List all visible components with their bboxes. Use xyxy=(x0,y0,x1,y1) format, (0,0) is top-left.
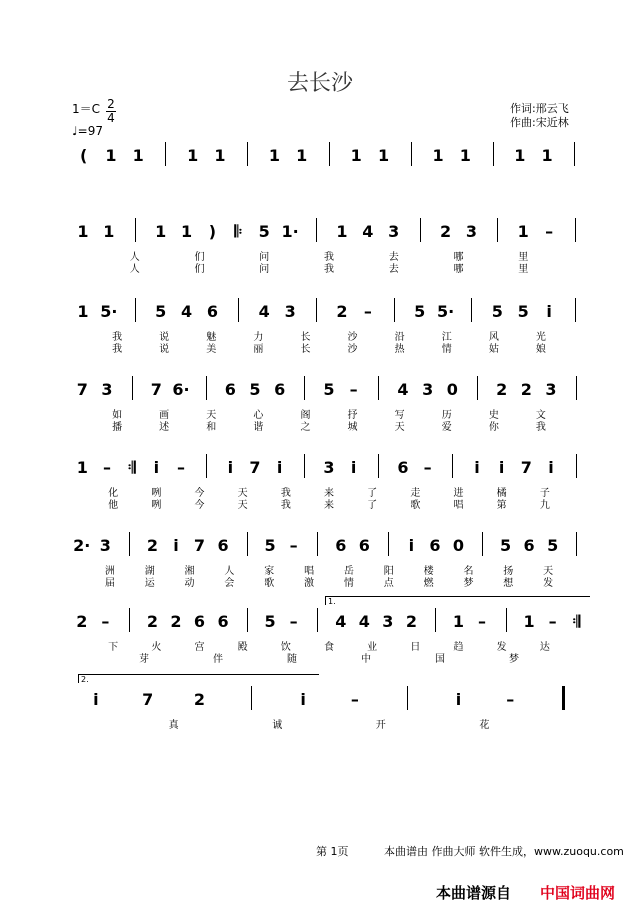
note: i xyxy=(276,458,283,477)
lyric-2: 发 xyxy=(543,578,554,589)
barline xyxy=(576,454,577,478)
lyric-2: 我 xyxy=(535,422,546,433)
lyric-2: 去 xyxy=(388,264,399,275)
barline xyxy=(304,454,305,478)
note: 6 xyxy=(224,380,236,399)
barline xyxy=(575,298,576,322)
lyric-1: 天 xyxy=(206,410,217,421)
note: – xyxy=(548,612,557,631)
note: 1 xyxy=(103,222,115,241)
note: 3 xyxy=(382,612,394,631)
lyric-1: 说 xyxy=(159,332,170,343)
lyric-2: 第 xyxy=(496,500,507,511)
note: 6· xyxy=(172,380,190,399)
note: – xyxy=(423,458,432,477)
lyric-1: 今 xyxy=(194,488,205,499)
lyric-2: 九 xyxy=(539,500,550,511)
barline xyxy=(316,298,317,322)
lyric-2: 里 xyxy=(518,264,529,275)
lyric-1: 开 xyxy=(375,720,386,731)
lyric-1: 趋 xyxy=(453,642,464,653)
note: 7 xyxy=(520,458,532,477)
note: 5 xyxy=(264,536,276,555)
note: 1 xyxy=(132,146,144,165)
note: 5 xyxy=(547,536,559,555)
note: 1· xyxy=(281,222,299,241)
lyric-1: 洲 xyxy=(104,566,115,577)
credits xyxy=(510,102,569,130)
volta2-bracket: 2. xyxy=(78,674,319,683)
footer-source: 本曲谱由 作曲大师 软件生成，www.zuoqu.com xyxy=(384,845,624,858)
note: i xyxy=(548,458,554,477)
lyric-2: 来 xyxy=(324,500,334,511)
note: – xyxy=(350,690,359,709)
lyric-2: 伴 xyxy=(213,654,223,665)
lyric-2: 谐 xyxy=(253,422,264,433)
note: 7 xyxy=(142,690,154,709)
barline xyxy=(316,218,317,242)
lyric-1: 史 xyxy=(488,410,499,421)
barline xyxy=(378,454,379,478)
lyric-2: 问 xyxy=(259,264,270,275)
note: ( xyxy=(79,146,88,165)
barline xyxy=(135,298,136,322)
lyric-2: 天 xyxy=(237,500,248,511)
lyric-2: 想 xyxy=(503,578,514,589)
lyric-1: 画 xyxy=(159,410,170,421)
note: 2 xyxy=(405,612,417,631)
note: 6 xyxy=(358,536,370,555)
lyric-1: 文 xyxy=(535,410,546,421)
barline xyxy=(506,608,507,632)
note: 6 xyxy=(429,536,441,555)
note: 2 xyxy=(76,612,88,631)
meter-bottom: 4 xyxy=(107,111,115,125)
barline xyxy=(247,608,248,632)
note: i xyxy=(227,458,234,477)
lyric-2: 歌 xyxy=(410,500,421,511)
lyric-2: 我 xyxy=(280,500,291,511)
note: 3 xyxy=(99,536,111,555)
note: 1 xyxy=(155,222,167,241)
note: 3 xyxy=(422,380,434,399)
note: – xyxy=(101,612,110,631)
note: 1 xyxy=(350,146,362,165)
page-number: 第 1页 xyxy=(316,845,349,858)
lyric-2: 会 xyxy=(224,578,235,589)
note: 3 xyxy=(323,458,335,477)
lyric-2: 随 xyxy=(287,654,297,665)
lyric-1: 江 xyxy=(441,332,452,343)
note: 6 xyxy=(193,612,206,631)
lyric-2: 情 xyxy=(343,578,354,589)
note: 6 xyxy=(217,612,229,631)
barline xyxy=(165,142,166,166)
lyric-1: 咧 xyxy=(151,488,162,499)
note: 2 xyxy=(146,536,158,555)
lyric-2: 热 xyxy=(394,344,405,355)
barline xyxy=(251,686,252,710)
lyric-2: 播 xyxy=(112,422,123,433)
time-signature xyxy=(106,98,116,125)
composer: 作曲:宋近林 xyxy=(510,116,569,129)
lyric-1: 人 xyxy=(129,252,140,263)
note: – xyxy=(506,690,515,709)
note: 2 xyxy=(193,690,206,709)
lyric-1: 食 xyxy=(324,642,334,653)
lyric-2: 长 xyxy=(300,344,311,355)
note: 6 xyxy=(206,302,219,321)
note: – xyxy=(103,458,111,477)
lyric-1: 真 xyxy=(168,720,179,731)
barline xyxy=(329,142,330,166)
note: – xyxy=(289,536,298,555)
lyric-1: 子 xyxy=(539,488,550,499)
note: i xyxy=(153,458,160,477)
note: 𝄇 xyxy=(572,612,581,631)
note: – xyxy=(349,380,358,399)
barline xyxy=(471,298,472,322)
note: 1 xyxy=(459,146,471,165)
lyric-2: 沙 xyxy=(347,344,358,355)
barline xyxy=(206,376,207,400)
lyric-1: 诚 xyxy=(272,720,283,731)
note: – xyxy=(478,612,487,631)
lyric-2: 城 xyxy=(347,422,358,433)
lyric-2: 娘 xyxy=(535,344,546,355)
lyric-1: 长 xyxy=(300,332,311,343)
lyric-2: 运 xyxy=(144,578,155,589)
lyric-1: 沙 xyxy=(347,332,358,343)
lyric-1: 饮 xyxy=(280,642,291,653)
lyric-1: 我 xyxy=(280,488,291,499)
lyric-2: 动 xyxy=(184,578,195,589)
lyric-2: 了 xyxy=(367,500,378,511)
note: 0 xyxy=(452,536,465,555)
lyric-2: 届 xyxy=(104,578,115,589)
lyric-1: 天 xyxy=(543,566,554,577)
lyric-1: 楼 xyxy=(423,566,434,577)
note: 4 xyxy=(397,380,409,399)
lyric-2: 情 xyxy=(441,344,452,355)
lyric-2: 哪 xyxy=(453,264,464,275)
lyric-1: 发 xyxy=(496,642,507,653)
barline xyxy=(132,376,133,400)
key-signature: 1＝C xyxy=(72,102,101,116)
lyric-1: 岳 xyxy=(343,566,354,577)
volta1-bracket: 1. xyxy=(325,596,590,605)
lyric-1: 我 xyxy=(112,332,123,343)
note: 5 xyxy=(264,612,276,631)
lyric-1: 进 xyxy=(453,488,464,499)
lyric-1: 殿 xyxy=(237,642,248,653)
note: 1 xyxy=(77,222,89,241)
barline xyxy=(411,142,412,166)
lyric-1: 业 xyxy=(367,642,378,653)
lyric-2: 梦 xyxy=(509,654,519,665)
note: 𝄇 xyxy=(127,458,136,477)
note: i xyxy=(408,536,415,555)
lyric-2: 今 xyxy=(194,500,205,511)
note: 6 xyxy=(397,458,409,477)
note: i xyxy=(300,690,306,709)
note: 7 xyxy=(193,536,206,555)
lyric-1: 心 xyxy=(253,410,264,421)
note: 5 xyxy=(258,222,270,241)
note: 3 xyxy=(284,302,296,321)
note: 3 xyxy=(465,222,478,241)
barline xyxy=(576,376,577,400)
lyric-2: 梦 xyxy=(463,578,474,589)
lyric-2: 燃 xyxy=(423,578,434,589)
note: 4 xyxy=(358,612,370,631)
lyric-2: 激 xyxy=(304,578,315,589)
lyric-1: 们 xyxy=(194,252,205,263)
lyric-2: 我 xyxy=(324,264,334,275)
lyric-1: 哪 xyxy=(453,252,464,263)
note: 1 xyxy=(523,612,535,631)
brand-left: 本曲谱源自 xyxy=(436,884,512,902)
lyric-2: 点 xyxy=(383,578,394,589)
barline xyxy=(247,532,248,556)
note: 1 xyxy=(541,146,553,165)
note: 4 xyxy=(335,612,347,631)
note: 7 xyxy=(76,380,88,399)
note: 1 xyxy=(77,302,89,321)
lyric-1: 里 xyxy=(518,252,529,263)
barline xyxy=(317,532,318,556)
lyric-2: 述 xyxy=(159,422,170,433)
lyric-1: 抒 xyxy=(347,410,358,421)
lyric-1: 历 xyxy=(441,410,452,421)
lyric-1: 风 xyxy=(488,332,499,343)
barline xyxy=(407,686,408,710)
lyric-2: 爱 xyxy=(441,422,452,433)
note: 0 xyxy=(446,380,458,399)
barline xyxy=(394,298,395,322)
lyric-1: 来 xyxy=(324,488,334,499)
lyric-1: 阁 xyxy=(300,410,311,421)
barline xyxy=(482,532,483,556)
note: i xyxy=(93,690,99,709)
note: – xyxy=(545,222,554,241)
note: 3 xyxy=(545,380,557,399)
note: 1 xyxy=(336,222,348,241)
lyric-2: 和 xyxy=(206,422,217,433)
barline xyxy=(493,142,494,166)
barline xyxy=(477,376,478,400)
note: – xyxy=(289,612,298,631)
note: 5 xyxy=(249,380,261,399)
lyric-1: 化 xyxy=(108,488,119,499)
lyric-1: 火 xyxy=(151,642,162,653)
note: 5· xyxy=(100,302,118,321)
lyric-2: 中 xyxy=(361,654,371,665)
lyric-2: 他 xyxy=(108,500,119,511)
barline xyxy=(129,532,130,556)
barline xyxy=(247,142,248,166)
lyric-2: 国 xyxy=(435,654,445,665)
note: 4 xyxy=(258,302,270,321)
barline xyxy=(497,218,498,242)
lyric-1: 走 xyxy=(410,488,421,499)
lyric-2: 说 xyxy=(159,344,170,355)
note: 5 xyxy=(323,380,335,399)
barline xyxy=(378,376,379,400)
note: 2· xyxy=(73,536,91,555)
note: 5 xyxy=(500,536,512,555)
lyric-1: 问 xyxy=(259,252,270,263)
note: 5 xyxy=(414,302,426,321)
barline xyxy=(575,218,576,242)
barline xyxy=(129,608,130,632)
lyric-1: 我 xyxy=(324,252,334,263)
barline xyxy=(317,608,318,632)
note: 1 xyxy=(180,222,193,241)
lyric-2: 我 xyxy=(112,344,123,355)
note: 1 xyxy=(517,222,529,241)
note: i xyxy=(350,458,357,477)
barline xyxy=(576,532,577,556)
note: ) xyxy=(208,222,217,241)
note: 5 xyxy=(155,302,167,321)
note: 1 xyxy=(268,146,281,165)
lyric-1: 如 xyxy=(112,410,123,421)
note: i xyxy=(498,458,505,477)
lyric-1: 下 xyxy=(108,642,119,653)
lyric-2: 人 xyxy=(129,264,140,275)
lyric-2: 歌 xyxy=(264,578,275,589)
note: i xyxy=(546,302,552,321)
lyricist: 作词:邢云飞 xyxy=(510,102,569,115)
barline xyxy=(452,454,453,478)
barline xyxy=(304,376,305,400)
lyric-1: 力 xyxy=(253,332,264,343)
note: – xyxy=(363,302,372,321)
lyric-2: 丽 xyxy=(253,344,264,355)
note: 1 xyxy=(187,146,199,165)
note: 3 xyxy=(388,222,400,241)
note: i xyxy=(173,536,179,555)
lyric-1: 橘 xyxy=(496,488,507,499)
lyric-2: 们 xyxy=(194,264,205,275)
barline xyxy=(562,686,565,710)
lyric-2: 咧 xyxy=(151,500,162,511)
note: 5· xyxy=(436,302,455,321)
lyric-2: 之 xyxy=(300,422,311,433)
note: 1 xyxy=(377,146,390,165)
lyric-1: 花 xyxy=(479,720,490,731)
barline xyxy=(135,218,136,242)
barline xyxy=(420,218,421,242)
note: 𝄆 xyxy=(234,222,243,241)
note: 6 xyxy=(335,536,347,555)
note: 6 xyxy=(274,380,286,399)
lyric-2: 美 xyxy=(206,344,217,355)
note: 3 xyxy=(101,380,113,399)
note: 1 xyxy=(452,612,465,631)
lyric-1: 唱 xyxy=(304,566,315,577)
lyric-1: 宫 xyxy=(194,642,205,653)
page-title: 去长沙 xyxy=(286,71,353,96)
note: 4 xyxy=(362,222,374,241)
note: 2 xyxy=(170,612,182,631)
note: 6 xyxy=(217,536,229,555)
lyric-1: 日 xyxy=(410,642,421,653)
note: 5 xyxy=(517,302,529,321)
lyric-1: 沿 xyxy=(394,332,405,343)
note: 2 xyxy=(439,222,452,241)
lyric-1: 人 xyxy=(224,566,235,577)
lyric-2: 唱 xyxy=(453,500,464,511)
lyric-2: 你 xyxy=(488,422,499,433)
note: 2 xyxy=(336,302,348,321)
note: 1 xyxy=(105,146,117,165)
lyric-1: 家 xyxy=(264,566,275,577)
note: 1 xyxy=(76,458,88,477)
meter-top: 2 xyxy=(107,97,115,111)
note: – xyxy=(177,458,185,477)
note: 5 xyxy=(491,302,503,321)
lyric-1: 达 xyxy=(539,642,550,653)
note: 1 xyxy=(296,146,308,165)
note: 2 xyxy=(146,612,158,631)
note: 2 xyxy=(496,380,508,399)
note: 1 xyxy=(214,146,226,165)
lyric-1: 湘 xyxy=(184,566,195,577)
tempo-marking: ♩=97 xyxy=(72,124,103,138)
note: 7 xyxy=(150,380,162,399)
lyric-2: 芽 xyxy=(139,654,149,665)
note: 6 xyxy=(523,536,535,555)
barline xyxy=(435,608,436,632)
lyric-1: 名 xyxy=(463,566,474,577)
lyric-1: 湖 xyxy=(144,566,155,577)
note: 1 xyxy=(432,146,444,165)
barline xyxy=(238,298,239,322)
barline xyxy=(388,532,389,556)
lyric-1: 光 xyxy=(535,332,546,343)
lyric-2: 天 xyxy=(394,422,405,433)
note: 4 xyxy=(180,302,193,321)
lyric-1: 扬 xyxy=(503,566,514,577)
note: 2 xyxy=(520,380,532,399)
barline xyxy=(574,142,575,166)
lyric-1: 阳 xyxy=(383,566,394,577)
note: 1 xyxy=(514,146,526,165)
brand-right: 中国词曲网 xyxy=(540,884,616,902)
note: i xyxy=(474,458,480,477)
lyric-1: 天 xyxy=(237,488,248,499)
lyric-2: 姑 xyxy=(488,344,499,355)
lyric-1: 去 xyxy=(388,252,399,263)
lyric-1: 了 xyxy=(367,488,378,499)
barline xyxy=(206,454,207,478)
lyric-1: 魅 xyxy=(206,332,217,343)
lyric-1: 写 xyxy=(394,410,405,421)
note: 7 xyxy=(249,458,261,477)
note: i xyxy=(455,690,462,709)
